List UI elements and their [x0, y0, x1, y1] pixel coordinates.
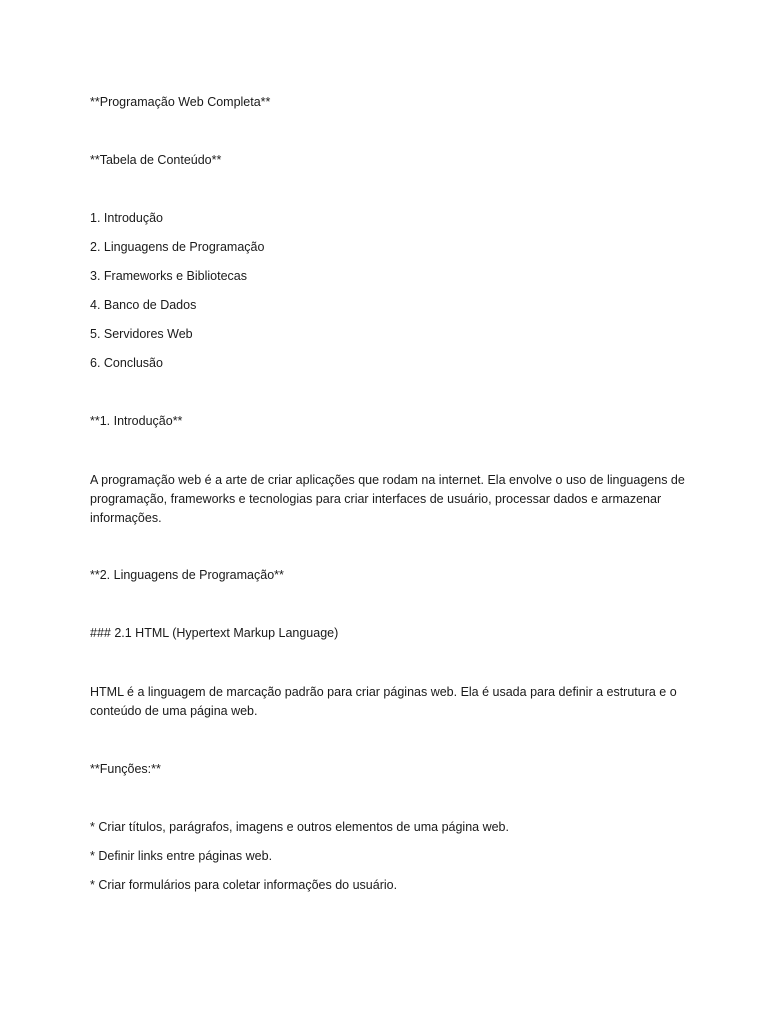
section1-heading: **1. Introdução** [90, 414, 183, 428]
subsection21-heading: ### 2.1 HTML (Hypertext Markup Language) [90, 626, 339, 640]
section2-heading: **2. Linguagens de Programação** [90, 568, 284, 582]
toc-item-linguagens: 2. Linguagens de Programação [90, 240, 265, 254]
toc-heading: **Tabela de Conteúdo** [90, 153, 222, 167]
section1-paragraph: A programação web é a arte de criar aplicações que rodam na internet. Ela envolve o uso de linguagens de programação, frameworks e tecnologias para criar interfaces de usuário, processar dados e armazenar informações. [90, 473, 685, 525]
toc-item-banco-de-dados: 4. Banco de Dados [90, 298, 197, 312]
toc-item-frameworks: 3. Frameworks e Bibliotecas [90, 269, 248, 283]
subsection21-paragraph: HTML é a linguagem de marcação padrão para criar páginas web. Ela é usada para definir a estrutura e o conteúdo de uma página web. [90, 685, 677, 718]
functions-heading: **Funções:** [90, 762, 161, 776]
toc-item-introducao: 1. Introdução [90, 211, 163, 225]
functions-item-formularios: * Criar formulários para coletar informações do usuário. [90, 878, 398, 892]
document-title: **Programação Web Completa** [90, 95, 271, 109]
toc-item-conclusao: 6. Conclusão [90, 356, 163, 370]
functions-item-links: * Definir links entre páginas web. [90, 849, 273, 863]
functions-item-titulos: * Criar títulos, parágrafos, imagens e outros elementos de uma página web. [90, 820, 509, 834]
toc-item-servidores-web: 5. Servidores Web [90, 327, 193, 341]
